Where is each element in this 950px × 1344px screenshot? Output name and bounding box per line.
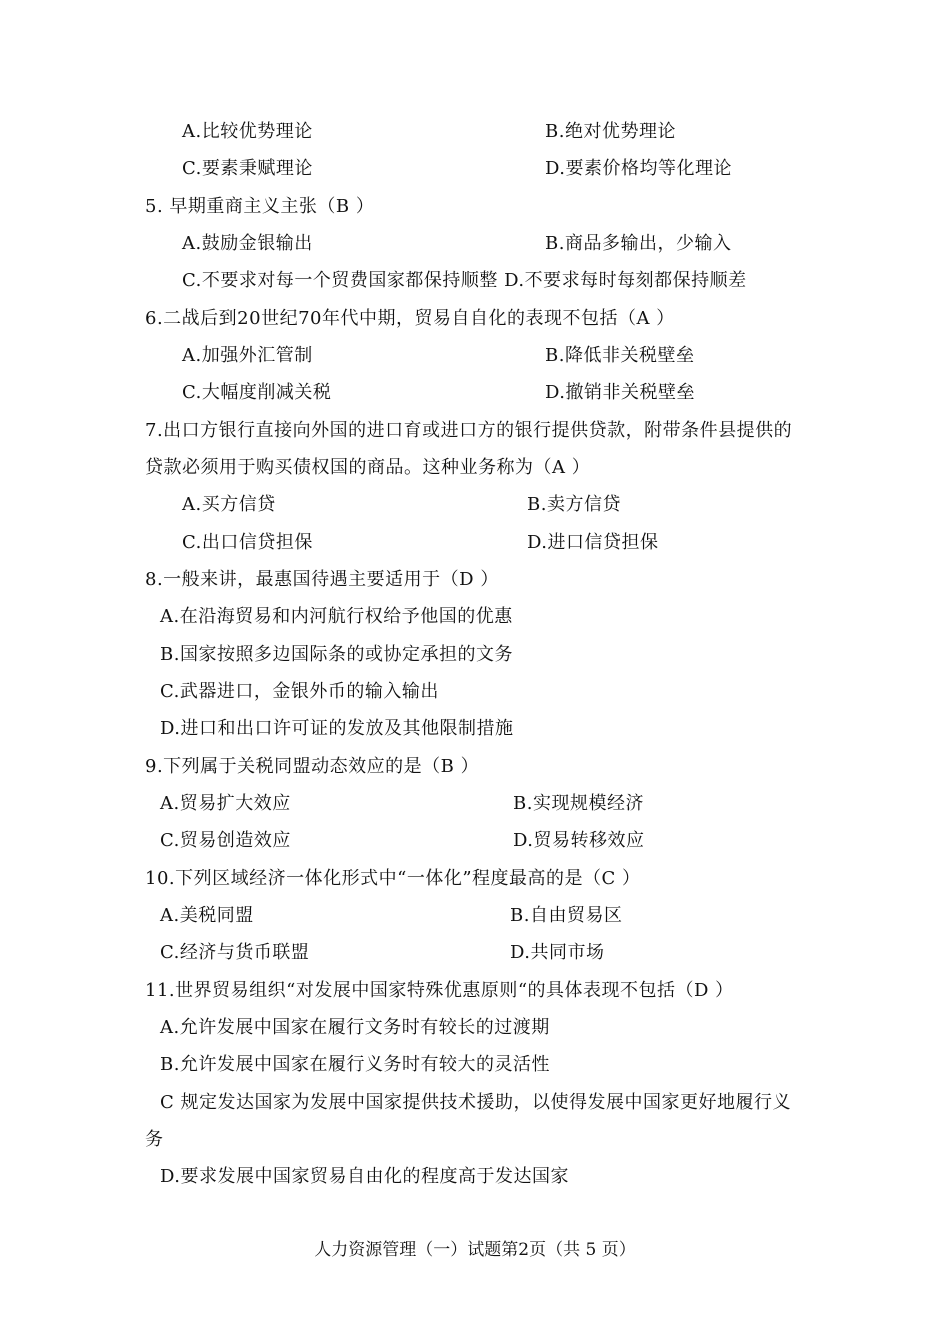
q8-option-c: C.武器进口，金银外币的输入输出 <box>160 681 439 702</box>
q10-option-d: D.共同市场 <box>510 942 605 963</box>
q6-option-b: B.降低非关税壁垒 <box>545 345 695 366</box>
q9-option-b: B.实现规模经济 <box>513 793 644 814</box>
q5-option-a: A.鼓励金银输出 <box>182 233 313 254</box>
q6-option-d: D.撤销非关税壁垒 <box>545 382 696 403</box>
q9-stem: 9.下列属于关税同盟动态效应的是（B ） <box>145 756 480 777</box>
q7-stem-line1: 7.出口方银行直接向外国的进口育或进口方的银行提供贷款，附带条件县提供的 <box>145 420 793 441</box>
q8-option-d: D.进口和出口许可证的发放及其他限制措施 <box>160 718 514 739</box>
q4-option-a: A.比较优势理论 <box>182 121 313 142</box>
q10-option-a: A.美税同盟 <box>160 905 254 926</box>
q10-stem: 10.下列区域经济一体化形式中“一体化”程度最高的是（C ） <box>145 868 641 889</box>
q8-stem: 8.一般来讲，最惠国待遇主要适用于（D ） <box>145 569 499 590</box>
q8-option-a: A.在沿海贸易和内河航行权给予他国的优惠 <box>160 606 513 627</box>
q11-stem: 11.世界贸易组织“对发展中国家特殊优惠原则“的具体表现不包括（D ） <box>145 980 734 1001</box>
q7-option-c: C.出口信贷担保 <box>182 532 313 553</box>
q4-option-c: C.要素秉赋理论 <box>182 158 313 179</box>
q10-option-c: C.经济与货币联盟 <box>160 942 310 963</box>
q6-option-c: C.大幅度削减关税 <box>182 382 332 403</box>
q5-option-b: B.商品多输出，少输入 <box>545 233 732 254</box>
q11-option-a: A.允许发展中国家在履行文务时有较长的过渡期 <box>160 1017 550 1038</box>
q6-stem: 6.二战后到20世纪70年代中期，贸易自自化的表现不包括（A ） <box>145 308 675 329</box>
q11-option-b: B.允许发展中国家在履行义务时有较大的灵活性 <box>160 1054 550 1075</box>
q11-option-d: D.要求发展中国家贸易自由化的程度高于发达国家 <box>160 1166 570 1187</box>
q5-stem: 5. 早期重商主义主张（B ） <box>145 196 375 217</box>
page-footer: 人力资源管理（一）试题第2页（共 5 页） <box>314 1240 636 1260</box>
q9-option-c: C.贸易创造效应 <box>160 830 291 851</box>
q7-stem-line2: 贷款必须用于购买债权国的商品。这种业务称为（A ） <box>145 457 591 478</box>
q9-option-a: A.贸易扩大效应 <box>160 793 291 814</box>
q5-option-cd: C.不要求对每一个贸费国家都保持顺整 D.不要求每时每刻都保持顺差 <box>182 270 747 291</box>
q10-option-b: B.自由贸易区 <box>510 905 623 926</box>
q7-option-a: A.买方信贷 <box>182 494 276 515</box>
q7-option-d: D.进口信贷担保 <box>527 532 659 553</box>
q7-option-b: B.卖方信贷 <box>527 494 621 515</box>
q4-option-d: D.要素价格均等化理论 <box>545 158 733 179</box>
q11-option-c-line2: 务 <box>145 1129 164 1150</box>
q11-option-c-line1: C 规定发达国家为发展中国家提供技术援助，以使得发展中国家更好地履行义 <box>160 1092 791 1113</box>
q4-option-b: B.绝对优势理论 <box>545 121 676 142</box>
q8-option-b: B.国家按照多边国际条的或协定承担的文务 <box>160 644 513 665</box>
q6-option-a: A.加强外汇管制 <box>182 345 313 366</box>
q9-option-d: D.贸易转移效应 <box>513 830 645 851</box>
